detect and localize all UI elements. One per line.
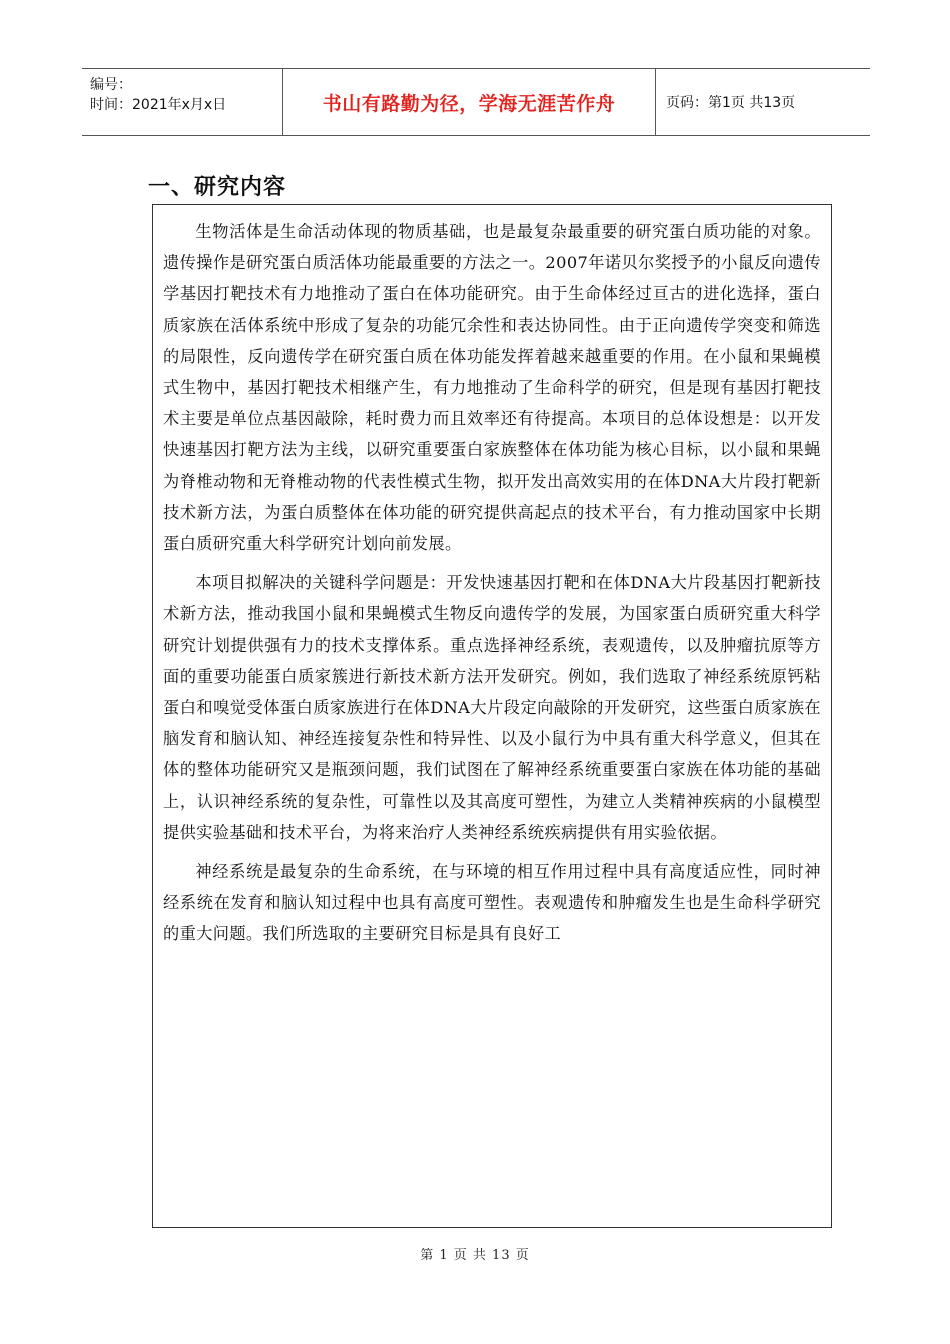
paragraph-1: 生物活体是生命活动体现的物质基础，也是最复杂最重要的研究蛋白质功能的对象。遗传操作是研究蛋白质活体功能最重要的方法之一。2007年诺贝尔奖授予的小鼠反向遗传学基因打靶技术有力地推动了蛋白在体功能研究。由于生命体经过亘古的进化选择，蛋白质家族在活体系统中形成了复杂的功能冗余性和表达协同性。由于正向遗传学突变和筛选的局限性，反向遗传学在研究蛋白质在体功能发挥着越来越重要的作用。在小鼠和果蝇模式生物中，基因打靶技术相继产生，有力地推动了生命科学的研究，但是现有基因打靶技术主要是单位点基因敲除，耗时费力而且效率还有待提高。本项目的总体设想是：以开发快速基因打靶方法为主线，以研究重要蛋白家族整体在体功能为核心目标，以小鼠和果蝇为脊椎动物和无脊椎动物的代表性模式生物，拟开发出高效实用的在体DNA大片段打靶新技术新方法，为蛋白质整体在体功能的研究提供高起点的技术平台，有力推动国家中长期蛋白质研究重大科学研究计划向前发展。 [163, 222, 821, 554]
header-motto: 书山有路勤为径，学海无涯苦作舟 [282, 69, 656, 135]
document-time-label: 时间：2021年x月x日 [90, 97, 227, 113]
page-footer: 第 1 页 共 13 页 [420, 1248, 530, 1263]
paragraph-3: 神经系统是最复杂的生命系统，在与环境的相互作用过程中具有高度适应性，同时神经系统在发育和脑认知过程中也具有高度可塑性。表观遗传和肿瘤发生也是生命科学研究的重大问题。我们所选取的主要研究目标是具有良好工 [163, 862, 821, 944]
document-number-label: 编号： [90, 77, 132, 93]
header-meta [82, 69, 282, 135]
section-title: 一、研究内容 [148, 175, 287, 200]
header-page-info: 页码：第1页 共13页 [666, 95, 796, 111]
document-header [82, 68, 870, 136]
content-box [152, 204, 832, 1228]
paragraph-2: 本项目拟解决的关键科学问题是：开发快速基因打靶和在体DNA大片段基因打靶新技术新方法，推动我国小鼠和果蝇模式生物反向遗传学的发展，为国家蛋白质研究重大科学研究计划提供强有力的技术支撑体系。重点选择神经系统，表观遗传，以及肿瘤抗原等方面的重要功能蛋白质家簇进行新技术新方法开发研究。例如，我们选取了神经系统原钙粘蛋白和嗅觉受体蛋白质家族进行在体DNA大片段定向敲除的开发研究，这些蛋白质家族在脑发育和脑认知、神经连接复杂性和特异性、以及小鼠行为中具有重大科学意义，但其在体的整体功能研究又是瓶颈问题，我们试图在了解神经系统重要蛋白家族在体功能的基础上，认识神经系统的复杂性，可靠性以及其高度可塑性，为建立人类精神疾病的小鼠模型提供实验基础和技术平台，为将来治疗人类神经系统疾病提供有用实验依据。 [163, 573, 821, 842]
